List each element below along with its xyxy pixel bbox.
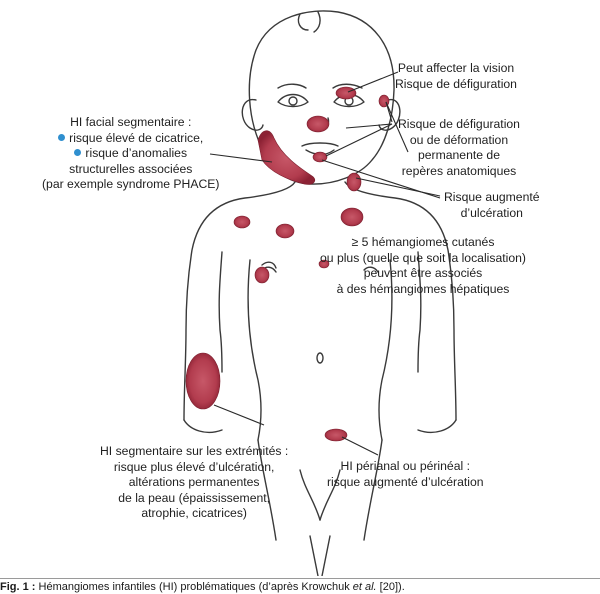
label-extremities-line-2: risque plus élevé d’ulcération, — [113, 459, 275, 474]
label-hepatic-line-1: ≥ 5 hémangiomes cutanés — [351, 235, 495, 249]
label-hepatic — [320, 235, 526, 297]
label-perineal-line-2: risque augmenté d’ulcération — [327, 474, 484, 489]
label-vision — [395, 61, 517, 92]
label-extremities-line-5: atrophie, cicatrices) — [141, 506, 247, 521]
caption-divider — [0, 578, 600, 579]
label-hepatic-line-3: peuvent être associés — [363, 266, 483, 281]
chest-lesion-3 — [341, 208, 363, 226]
caption-text-1: Hémangiomes infantiles (HI) problématiques (d’après Krowchuk — [35, 581, 353, 593]
caption-text-2: [20]). — [376, 581, 405, 593]
facial-segmental-lesion — [258, 131, 315, 185]
caption-italic: et al. — [352, 581, 377, 593]
bullet-icon — [58, 134, 65, 141]
label-deformation — [398, 117, 520, 179]
label-vision-line-2: Risque de défiguration — [395, 76, 517, 91]
label-vision-line-1: Peut affecter la vision — [397, 61, 515, 75]
label-facial-line-4: structurelles associées — [69, 161, 193, 176]
label-perineal — [327, 459, 484, 490]
label-facial-title: HI facial segmentaire : — [70, 115, 192, 129]
nose-lesion — [307, 116, 329, 132]
figure-caption — [0, 580, 405, 594]
label-hepatic-line-4: à des hémangiomes hépatiques — [336, 281, 510, 296]
label-facial-line-5: (par exemple syndrome PHACE) — [42, 177, 220, 192]
chest-lesion-2 — [276, 224, 294, 238]
label-extremities-line-1: HI segmentaire sur les extrémités : — [100, 444, 289, 458]
label-deformation-line-1: Risque de défiguration — [398, 117, 520, 131]
label-extremities — [100, 444, 288, 522]
label-ulceration — [444, 190, 540, 221]
label-deformation-line-3: permanente de — [417, 148, 500, 163]
bullet-icon — [74, 149, 81, 156]
label-facial-segmental — [42, 115, 219, 193]
label-ulceration-line-1: Risque augmenté — [444, 190, 540, 204]
label-ulceration-line-2: d’ulcération — [460, 205, 523, 220]
label-facial-bullet-2: risque d’anomalies — [85, 146, 188, 161]
chest-lesion-4 — [255, 267, 269, 283]
label-hepatic-line-2: ou plus (quelle que soit la localisation) — [320, 250, 526, 265]
neck-lesion — [347, 173, 361, 191]
left-ear — [242, 100, 263, 131]
chest-lesion-1 — [234, 216, 250, 228]
figure-number: Fig. 1 : — [0, 581, 36, 593]
left-arm-inner — [219, 252, 222, 372]
label-deformation-line-2: ou de déformation — [409, 132, 509, 147]
arm-segmental-lesion — [186, 353, 220, 409]
label-extremities-line-3: altérations permanentes — [128, 475, 260, 490]
label-deformation-line-4: repères anatomiques — [401, 163, 517, 178]
label-facial-bullet-1: risque élevé de cicatrice, — [69, 130, 204, 145]
label-extremities-line-4: de la peau (épaississement, — [118, 490, 271, 505]
eye-lesion — [336, 87, 356, 99]
perineal-lesion — [325, 429, 347, 441]
label-perineal-line-1: HI périanal ou périnéal : — [340, 459, 470, 473]
